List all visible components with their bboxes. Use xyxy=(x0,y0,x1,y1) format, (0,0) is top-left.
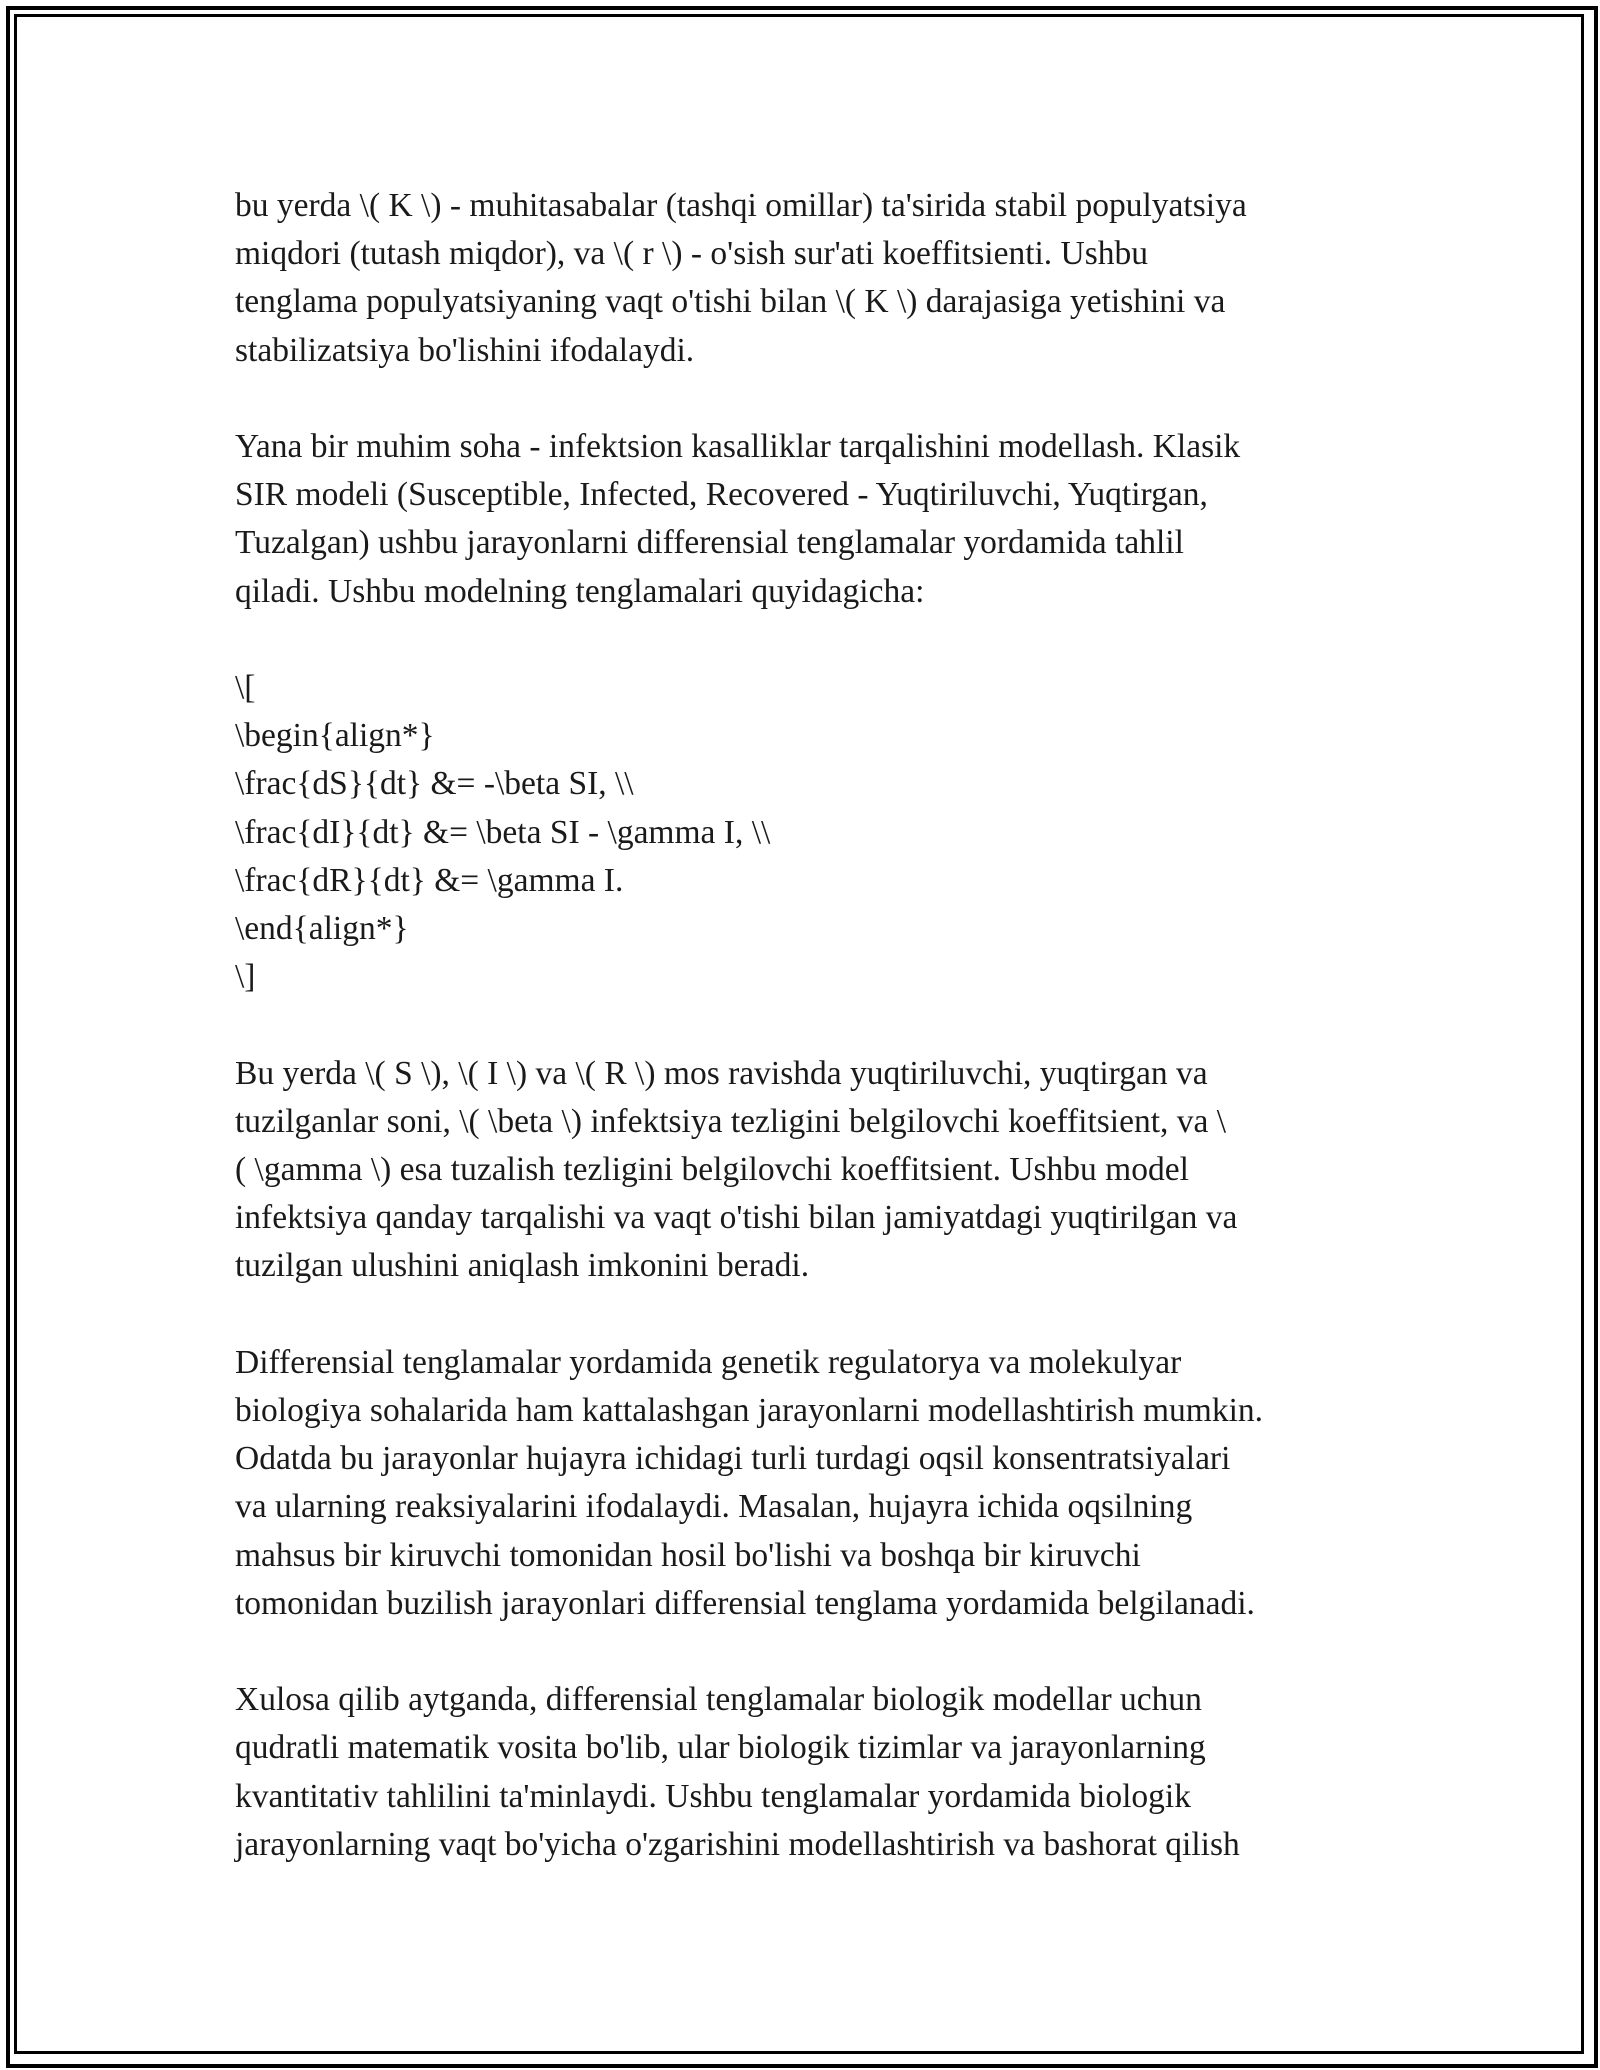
paragraph-logistic-explanation xyxy=(235,182,1365,375)
text-line: kvantitativ tahlilini ta'minlaydi. Ushbu tenglamalar yordamida biologik xyxy=(235,1777,1191,1815)
text-line: tuzilgan ulushini aniqlash imkonini beradi. xyxy=(235,1247,810,1285)
text-line: infektsiya qanday tarqalishi va vaqt o'tishi bilan jamiyatdagi yuqtirilgan va xyxy=(235,1199,1238,1237)
text-line: biologiya sohalarida ham kattalashgan jarayonlarni modellashtirish mumkin. xyxy=(235,1392,1264,1430)
equation-line: \frac{dR}{dt} &= \gamma I. xyxy=(235,861,624,899)
equation-block-sir xyxy=(235,664,1365,1001)
text-line: tuzilganlar soni, \( \beta \) infektsiya tezligini belgilovchi koeffitsient, va \ xyxy=(235,1102,1227,1140)
paragraph-sir-explanation xyxy=(235,1050,1365,1291)
text-line: Xulosa qilib aytganda, differensial tenglamalar biologik modellar uchun xyxy=(235,1681,1202,1719)
equation-line: \[ xyxy=(235,669,256,706)
text-line: qudratli matematik vosita bo'lib, ular biologik tizimlar va jarayonlarning xyxy=(235,1729,1206,1767)
paragraph-sir-intro xyxy=(235,423,1365,616)
text-line: Odatda bu jarayonlar hujayra ichidagi turli turdagi oqsil konsentratsiyalari xyxy=(235,1440,1231,1478)
equation-line: \] xyxy=(235,958,256,996)
equation-line: \frac{dS}{dt} &= -\beta SI, \\ xyxy=(235,765,634,803)
text-line: Differensial tenglamalar yordamida genetik regulatorya va molekulyar xyxy=(235,1343,1182,1381)
text-line: qiladi. Ushbu modelning tenglamalari quyidagicha: xyxy=(235,572,925,610)
equation-line: \end{align*} xyxy=(235,910,409,948)
text-line: miqdori (tutash miqdor), va \( r \) - o'sish sur'ati koeffitsienti. Ushbu xyxy=(235,235,1149,273)
equation-line: \frac{dI}{dt} &= \beta SI - \gamma I, \\ xyxy=(235,813,771,851)
text-line: tenglama populyatsiyaning vaqt o'tishi bilan \( K \) darajasiga yetishini va xyxy=(235,283,1226,321)
text-line: Tuzalgan) ushbu jarayonlarni differensial tenglamalar yordamida tahlil xyxy=(235,524,1184,562)
text-line: Bu yerda \( S \), \( I \) va \( R \) mos ravishda yuqtiriluvchi, yuqtirgan va xyxy=(235,1054,1208,1092)
text-line: SIR modeli (Susceptible, Infected, Recovered - Yuqtiriluvchi, Yuqtirgan, xyxy=(235,476,1208,514)
paragraph-molecular-biology xyxy=(235,1339,1365,1628)
text-line: stabilizatsiya bo'lishini ifodalaydi. xyxy=(235,331,695,369)
text-line: bu yerda \( K \) - muhitasabalar (tashqi omillar) ta'sirida stabil populyatsiya xyxy=(235,187,1247,224)
text-line: va ularning reaksiyalarini ifodalaydi. Masalan, hujayra ichida oqsilning xyxy=(235,1488,1193,1526)
document-body xyxy=(235,182,1365,1917)
text-line: tomonidan buzilish jarayonlari differensial tenglama yordamida belgilanadi. xyxy=(235,1584,1255,1622)
equation-line: \begin{align*} xyxy=(235,717,435,755)
paragraph-conclusion xyxy=(235,1676,1365,1869)
text-line: ( \gamma \) esa tuzalish tezligini belgilovchi koeffitsient. Ushbu model xyxy=(235,1151,1189,1189)
text-line: Yana bir muhim soha - infektsion kasalliklar tarqalishini modellash. Klasik xyxy=(235,428,1241,465)
text-line: jarayonlarning vaqt bo'yicha o'zgarishini modellashtirish va bashorat qilish xyxy=(235,1825,1240,1863)
text-line: mahsus bir kiruvchi tomonidan hosil bo'lishi va boshqa bir kiruvchi xyxy=(235,1536,1141,1574)
